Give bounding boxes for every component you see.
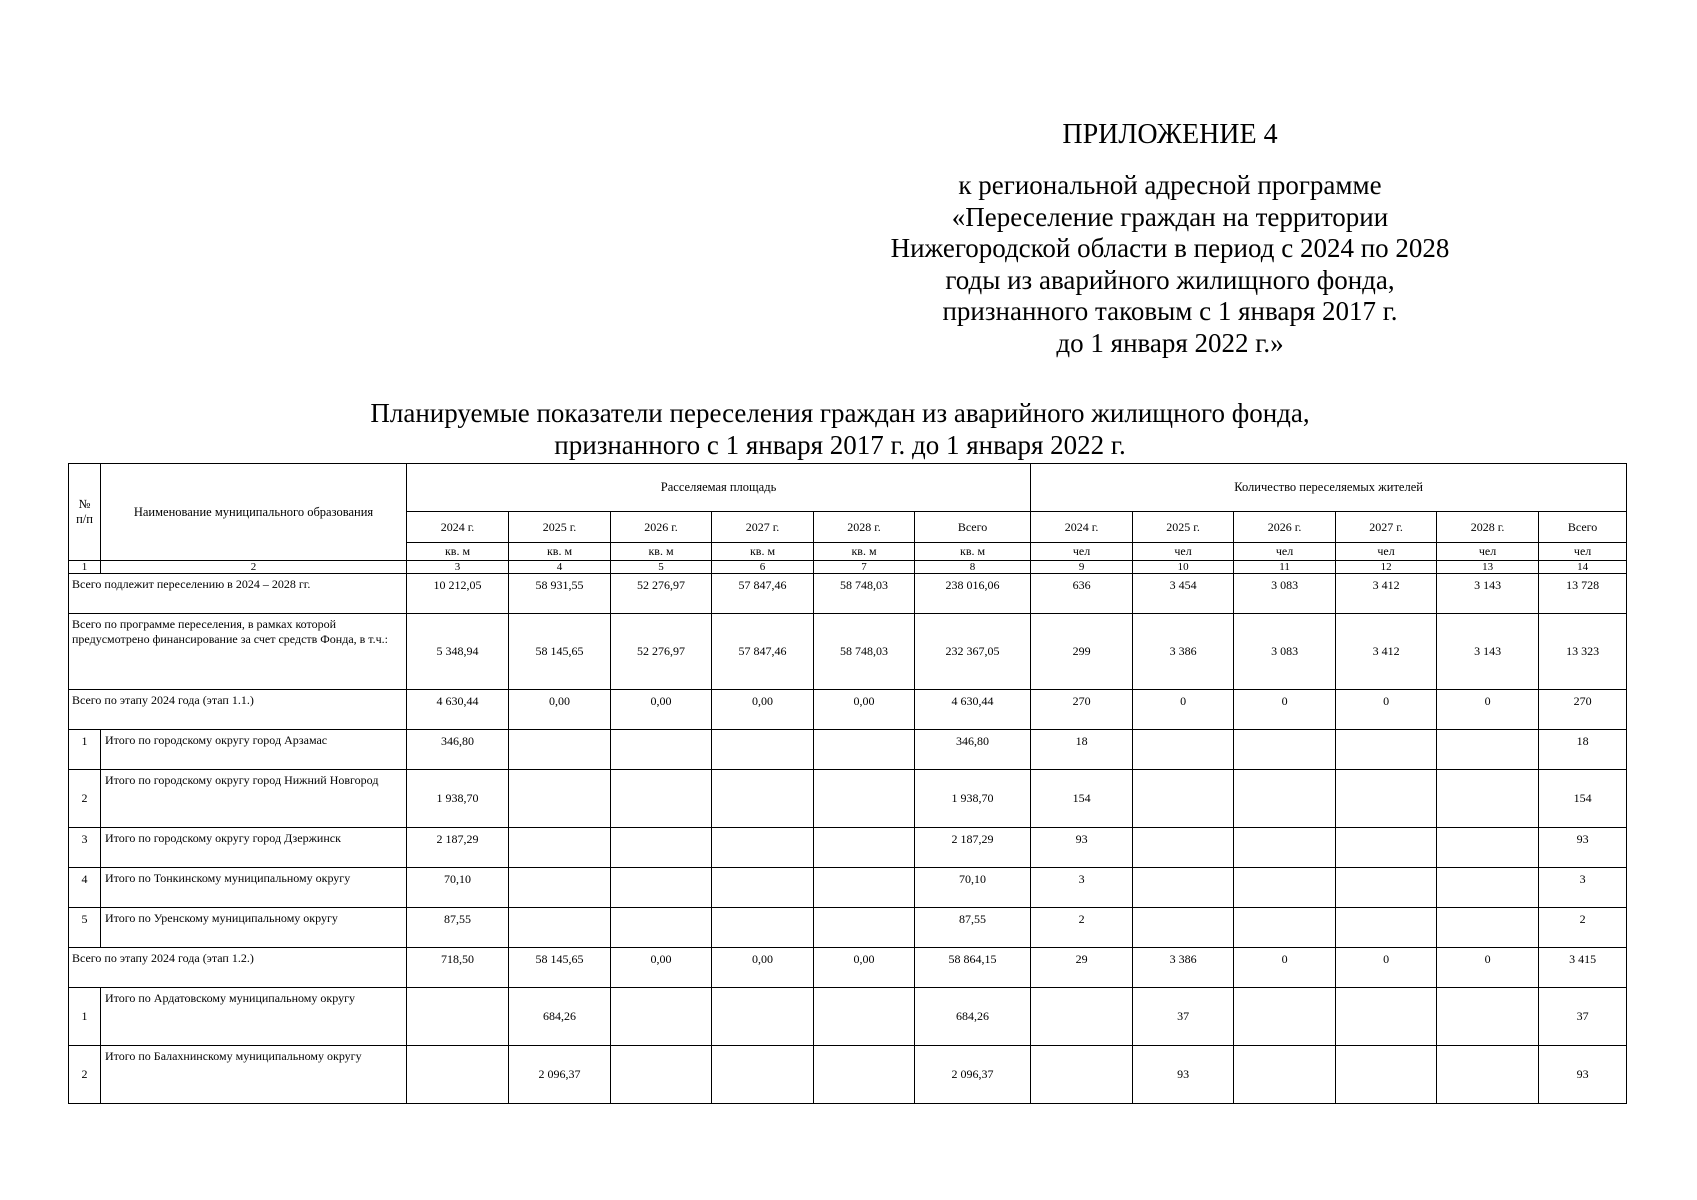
area-value [814,988,915,1046]
header-year: 2028 г. [814,512,915,543]
area-value [509,730,611,770]
column-number: 1 [69,561,101,574]
area-value: 346,80 [407,730,509,770]
table-header-row [69,464,1627,512]
area-value [407,1046,509,1104]
header-unit: чел [1437,543,1539,561]
area-value: 70,10 [407,868,509,908]
header-year: Всего [915,512,1031,543]
people-value [1437,770,1539,828]
area-value: 0,00 [814,948,915,988]
area-value: 58 748,03 [814,574,915,614]
table-row [69,828,1627,868]
row-number: 2 [69,770,101,828]
people-value [1133,770,1234,828]
people-value [1336,828,1437,868]
area-value: 0,00 [814,690,915,730]
people-value [1437,1046,1539,1104]
column-number: 2 [101,561,407,574]
people-value: 3 143 [1437,574,1539,614]
table-row [69,730,1627,770]
people-value [1234,770,1336,828]
people-value: 2 [1539,908,1627,948]
column-number: 8 [915,561,1031,574]
people-value: 37 [1133,988,1234,1046]
people-value: 3 386 [1133,614,1234,690]
row-number: 2 [69,1046,101,1104]
column-number: 3 [407,561,509,574]
people-value: 0 [1133,690,1234,730]
header-unit: чел [1133,543,1234,561]
row-number: 4 [69,868,101,908]
column-number: 14 [1539,561,1627,574]
header-unit: кв. м [509,543,611,561]
area-value [509,868,611,908]
header-year: 2027 г. [1336,512,1437,543]
area-value: 718,50 [407,948,509,988]
people-value: 3 [1031,868,1133,908]
table-row [69,908,1627,948]
appendix-line: «Переселение граждан на территории [951,201,1389,232]
area-value: 52 276,97 [611,614,712,690]
area-value: 2 187,29 [407,828,509,868]
area-value: 1 938,70 [407,770,509,828]
people-value: 0 [1437,690,1539,730]
people-value: 29 [1031,948,1133,988]
people-value: 154 [1031,770,1133,828]
row-name: Всего подлежит переселению в 2024 – 2028 гг. [69,574,407,614]
row-number: 5 [69,908,101,948]
people-value [1234,1046,1336,1104]
row-name: Итого по городскому округу город Дзержинск [101,828,407,868]
row-name: Итого по Тонкинскому муниципальному округу [101,868,407,908]
row-name: Итого по городскому округу город Нижний Новгород [101,770,407,828]
header-year: 2025 г. [509,512,611,543]
area-value: 87,55 [407,908,509,948]
column-number: 7 [814,561,915,574]
area-value: 2 096,37 [509,1046,611,1104]
people-value [1133,730,1234,770]
area-value: 684,26 [509,988,611,1046]
area-value: 70,10 [915,868,1031,908]
people-value [1234,868,1336,908]
header-year: 2024 г. [1031,512,1133,543]
people-value: 3 386 [1133,948,1234,988]
people-value [1336,988,1437,1046]
people-value [1336,770,1437,828]
header-year: 2024 г. [407,512,509,543]
area-value: 684,26 [915,988,1031,1046]
appendix-line: Нижегородской области в период с 2024 по 2028 [890,233,1450,263]
people-value: 3 083 [1234,574,1336,614]
column-number: 10 [1133,561,1234,574]
area-value [712,828,814,868]
header-year: 2026 г. [1234,512,1336,543]
area-value: 58 864,15 [915,948,1031,988]
area-value: 57 847,46 [712,614,814,690]
people-value [1437,908,1539,948]
row-name: Итого по Балахнинскому муниципальному округу [101,1046,407,1104]
area-value [611,730,712,770]
header-unit: кв. м [611,543,712,561]
appendix-line: до 1 января 2022 г.» [1056,327,1284,358]
people-value [1234,988,1336,1046]
area-value [712,1046,814,1104]
people-value: 0 [1336,690,1437,730]
header-unit: чел [1336,543,1437,561]
header-num: № п/п [69,464,101,561]
people-value: 154 [1539,770,1627,828]
people-value [1437,730,1539,770]
area-value [712,770,814,828]
people-value: 270 [1031,690,1133,730]
header-unit: чел [1539,543,1627,561]
table-row [69,770,1627,828]
area-value: 87,55 [915,908,1031,948]
table-title-line: признанного с 1 января 2017 г. до 1 января 2022 г. [554,429,1126,460]
people-value: 18 [1539,730,1627,770]
people-value: 93 [1133,1046,1234,1104]
area-value: 238 016,06 [915,574,1031,614]
people-value [1234,908,1336,948]
people-value: 3 083 [1234,614,1336,690]
area-value [509,828,611,868]
appendix-heading: ПРИЛОЖЕНИЕ 4 [1062,119,1278,150]
people-value: 93 [1539,1046,1627,1104]
people-value: 37 [1539,988,1627,1046]
people-value [1031,1046,1133,1104]
area-value: 58 931,55 [509,574,611,614]
area-value [611,770,712,828]
area-value: 1 938,70 [915,770,1031,828]
area-value: 2 096,37 [915,1046,1031,1104]
row-name: Всего по этапу 2024 года (этап 1.1.) [69,690,407,730]
people-value [1133,908,1234,948]
people-value: 636 [1031,574,1133,614]
table-row [69,614,1627,690]
header-year: 2026 г. [611,512,712,543]
area-value: 5 348,94 [407,614,509,690]
table-row [69,574,1627,614]
table-row [69,988,1627,1046]
area-value [407,988,509,1046]
column-number: 4 [509,561,611,574]
row-name: Итого по городскому округу город Арзамас [101,730,407,770]
area-value [712,988,814,1046]
header-name: Наименование муниципального образования [101,464,407,561]
people-value [1437,868,1539,908]
area-value: 58 145,65 [509,948,611,988]
table-row [69,868,1627,908]
row-number: 3 [69,828,101,868]
appendix-line: к региональной адресной программе [958,170,1382,200]
area-value [712,908,814,948]
area-value [509,908,611,948]
people-value: 3 [1539,868,1627,908]
people-value: 3 454 [1133,574,1234,614]
area-value [712,868,814,908]
people-value: 3 412 [1336,614,1437,690]
area-value [814,770,915,828]
table-row [69,948,1627,988]
area-value [814,908,915,948]
people-value [1031,988,1133,1046]
people-value: 3 415 [1539,948,1627,988]
people-value: 93 [1031,828,1133,868]
area-value: 58 145,65 [509,614,611,690]
people-value [1336,868,1437,908]
row-number: 1 [69,988,101,1046]
people-value: 13 728 [1539,574,1627,614]
row-name: Итого по Ардатовскому муниципальному округу [101,988,407,1046]
area-value [611,868,712,908]
area-value: 4 630,44 [407,690,509,730]
column-number: 9 [1031,561,1133,574]
area-value [611,908,712,948]
area-value: 58 748,03 [814,614,915,690]
header-year: 2027 г. [712,512,814,543]
area-value: 2 187,29 [915,828,1031,868]
area-value: 57 847,46 [712,574,814,614]
area-value: 0,00 [509,690,611,730]
column-number: 5 [611,561,712,574]
people-value: 299 [1031,614,1133,690]
table-title [280,398,1400,461]
people-value [1133,828,1234,868]
area-value: 346,80 [915,730,1031,770]
people-value: 3 143 [1437,614,1539,690]
appendix-line: годы из аварийного жилищного фонда, [945,264,1395,295]
row-name: Всего по программе переселения, в рамках которой предусмотрено финансирование за счет средств Фонда, в т.ч.: [69,614,407,690]
people-value [1336,908,1437,948]
people-value: 0 [1336,948,1437,988]
row-name: Итого по Уренскому муниципальному округу [101,908,407,948]
table-row [69,1046,1627,1104]
area-value: 52 276,97 [611,574,712,614]
people-value [1437,988,1539,1046]
area-value: 4 630,44 [915,690,1031,730]
people-value: 270 [1539,690,1627,730]
header-year: 2025 г. [1133,512,1234,543]
people-value [1234,730,1336,770]
row-name: Всего по этапу 2024 года (этап 1.2.) [69,948,407,988]
area-value [814,868,915,908]
area-value: 0,00 [712,948,814,988]
header-unit: чел [1234,543,1336,561]
column-number: 12 [1336,561,1437,574]
table-row [69,690,1627,730]
header-unit: кв. м [915,543,1031,561]
column-number: 11 [1234,561,1336,574]
area-value [611,988,712,1046]
people-value [1336,1046,1437,1104]
people-value: 18 [1031,730,1133,770]
appendix-line: признанного таковым с 1 января 2017 г. [942,296,1398,326]
people-value: 13 323 [1539,614,1627,690]
area-value [814,828,915,868]
people-value: 0 [1234,690,1336,730]
column-number: 13 [1437,561,1539,574]
area-value: 0,00 [611,690,712,730]
people-value [1133,868,1234,908]
area-value: 0,00 [611,948,712,988]
people-value: 3 412 [1336,574,1437,614]
header-area-group: Расселяемая площадь [407,464,1031,512]
area-value [712,730,814,770]
appendix-subtitle [870,170,1470,359]
people-value: 0 [1437,948,1539,988]
column-number-row [69,561,1627,574]
area-value [611,1046,712,1104]
area-value: 0,00 [712,690,814,730]
area-value [509,770,611,828]
header-unit: кв. м [712,543,814,561]
header-year: 2028 г. [1437,512,1539,543]
table-title-line: Планируемые показатели переселения граждан из аварийного жилищного фонда, [370,398,1310,428]
column-number: 6 [712,561,814,574]
header-unit: кв. м [407,543,509,561]
area-value [814,1046,915,1104]
row-number: 1 [69,730,101,770]
people-value: 93 [1539,828,1627,868]
people-value [1437,828,1539,868]
header-year: Всего [1539,512,1627,543]
area-value: 10 212,05 [407,574,509,614]
header-people-group: Количество переселяемых жителей [1031,464,1627,512]
header-unit: кв. м [814,543,915,561]
people-value: 0 [1234,948,1336,988]
resettlement-table [68,463,1627,1104]
area-value: 232 367,05 [915,614,1031,690]
area-value [611,828,712,868]
people-value [1234,828,1336,868]
people-value [1336,730,1437,770]
people-value: 2 [1031,908,1133,948]
area-value [814,730,915,770]
header-unit: чел [1031,543,1133,561]
